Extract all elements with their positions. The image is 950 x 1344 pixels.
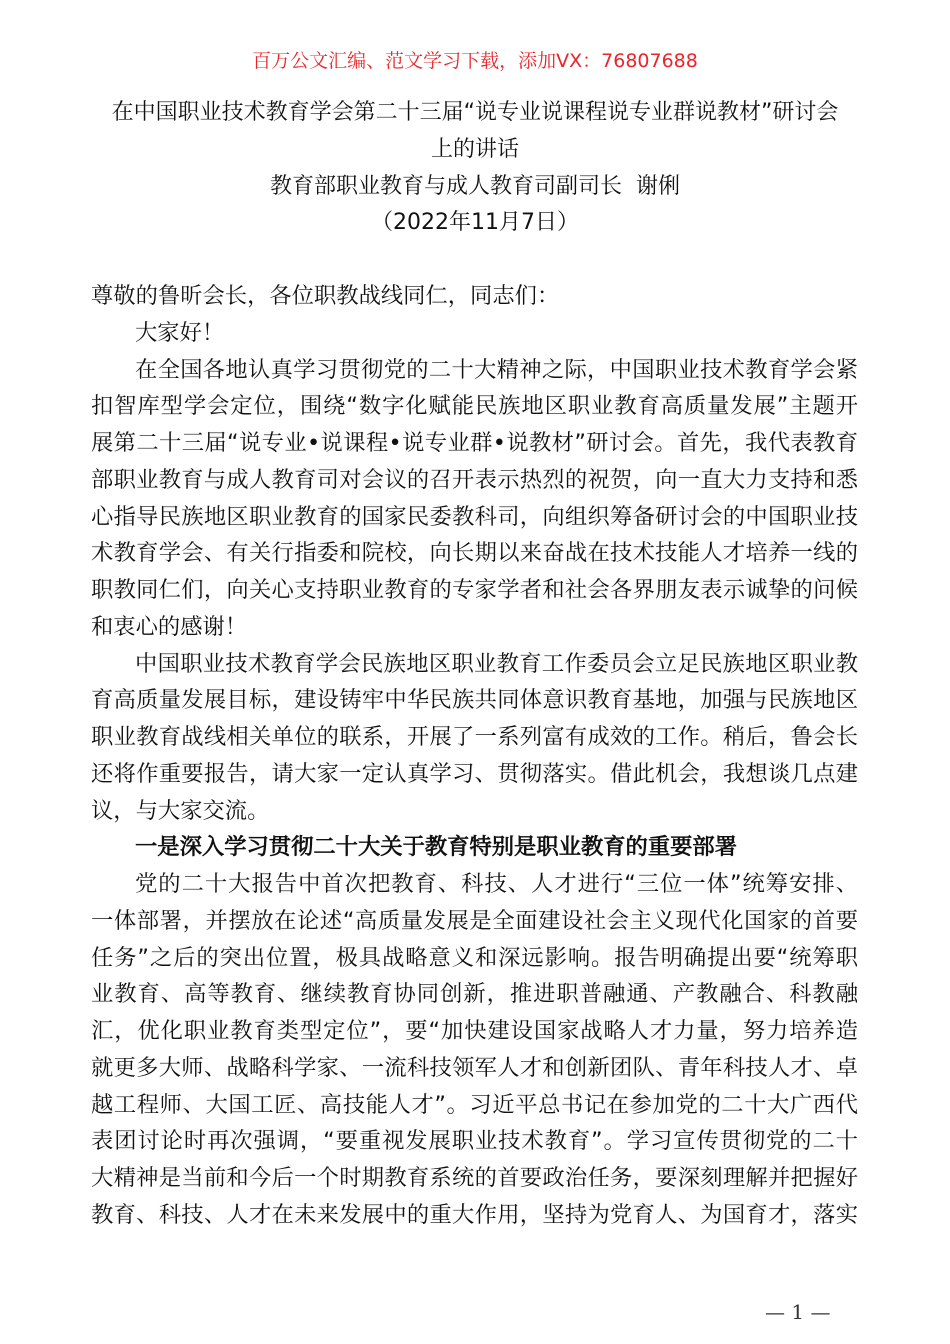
document-title-line-1: 在中国职业技术教育学会第二十三届“说专业说课程说专业群说教材”研讨会 (111, 100, 839, 125)
text-line: 业教育、高等教育、继续教育协同创新，推进职普融通、产教融合、科教融 (91, 981, 858, 1008)
text-line: 大精神是当前和今后一个时期教育系统的首要政治任务，要深刻理解并把握好 (91, 1165, 858, 1191)
speaker-line: 教育部职业教育与成人教育司副司长 谢俐 (270, 174, 680, 199)
text-line: 大家好！ (135, 319, 225, 346)
text-line: 展第二十三届“说专业•说课程•说专业群•说教材”研讨会。首先，我代表教育 (91, 430, 858, 456)
text-line: 尊敬的鲁昕会长，各位职教战线同仁，同志们： (91, 283, 560, 309)
text-line: 议，与大家交流。 (91, 797, 270, 824)
text-line: 就更多大师、战略科学家、一流科技领军人才和创新团队、青年科技人才、卓 (91, 1054, 858, 1081)
text-line: 部职业教育与成人教育司对会议的召开表示热烈的祝贺，向一直大力支持和悉 (91, 466, 858, 493)
text-line: 心指导民族地区职业教育的国家民委教科司，向组织筹备研讨会的中国职业技 (91, 503, 858, 530)
text-line: 一是深入学习贯彻二十大关于教育特别是职业教育的重要部署 (135, 834, 738, 861)
text-line: 任务”之后的突出位置，极具战略意义和深远影响。报告明确提出要“统筹职 (91, 944, 858, 971)
text-line: 教育、科技、人才在未来发展中的重大作用，坚持为党育人、为国育才，落实 (91, 1201, 858, 1228)
text-line: 一体部署，并摆放在论述“高质量发展是全面建设社会主义现代化国家的首要 (91, 907, 858, 934)
text-line: 汇，优化职业教育类型定位”，要“加快建设国家战略人才力量，努力培养造 (91, 1018, 858, 1044)
watermark-banner: 百万公文汇编、范文学习下载，添加VX：76807688 (252, 50, 698, 72)
text-line: 育高质量发展目标，建设铸牢中华民族共同体意识教育基地，加强与民族地区 (91, 687, 858, 714)
text-line: 职业教育战线相关单位的联系，开展了一系列富有成效的工作。稍后，鲁会长 (91, 724, 858, 750)
paragraph (91, 278, 858, 315)
text-line: 扣智库型学会定位，围绕“数字化赋能民族地区职业教育高质量发展”主题开 (91, 393, 858, 420)
paragraph (91, 352, 858, 646)
paragraph (91, 315, 858, 352)
document-title-line-2: 上的讲话 (430, 137, 519, 162)
text-line: 和衷心的感谢！ (91, 613, 248, 640)
paragraph (91, 866, 858, 1234)
text-line: 术教育学会、有关行指委和院校，向长期以来奋战在技术技能人才培养一线的 (91, 540, 858, 567)
text-line: 党的二十大报告中首次把教育、科技、人才进行“三位一体”统筹安排、 (135, 871, 858, 897)
page-number: — 1 — (765, 1300, 831, 1324)
text-line: 职教同仁们，向关心支持职业教育的专家学者和社会各界朋友表示诚挚的问候 (91, 577, 858, 603)
text-line: 中国职业技术教育学会民族地区职业教育工作委员会立足民族地区职业教 (135, 650, 858, 677)
document-body (91, 278, 858, 1234)
text-line: 还将作重要报告，请大家一定认真学习、贯彻落实。借此机会，我想谈几点建 (91, 760, 858, 787)
text-line: 越工程师、大国工匠、高技能人才”。习近平总书记在参加党的二十大广西代 (91, 1091, 858, 1118)
text-line: 在全国各地认真学习贯彻党的二十大精神之际，中国职业技术教育学会紧 (135, 356, 858, 383)
text-line: 表团讨论时再次强调，“要重视发展职业技术教育”。学习宣传贯彻党的二十 (91, 1128, 858, 1155)
date-line: （2022年11月7日） (371, 210, 579, 235)
section-heading (91, 829, 858, 866)
paragraph (91, 646, 858, 830)
